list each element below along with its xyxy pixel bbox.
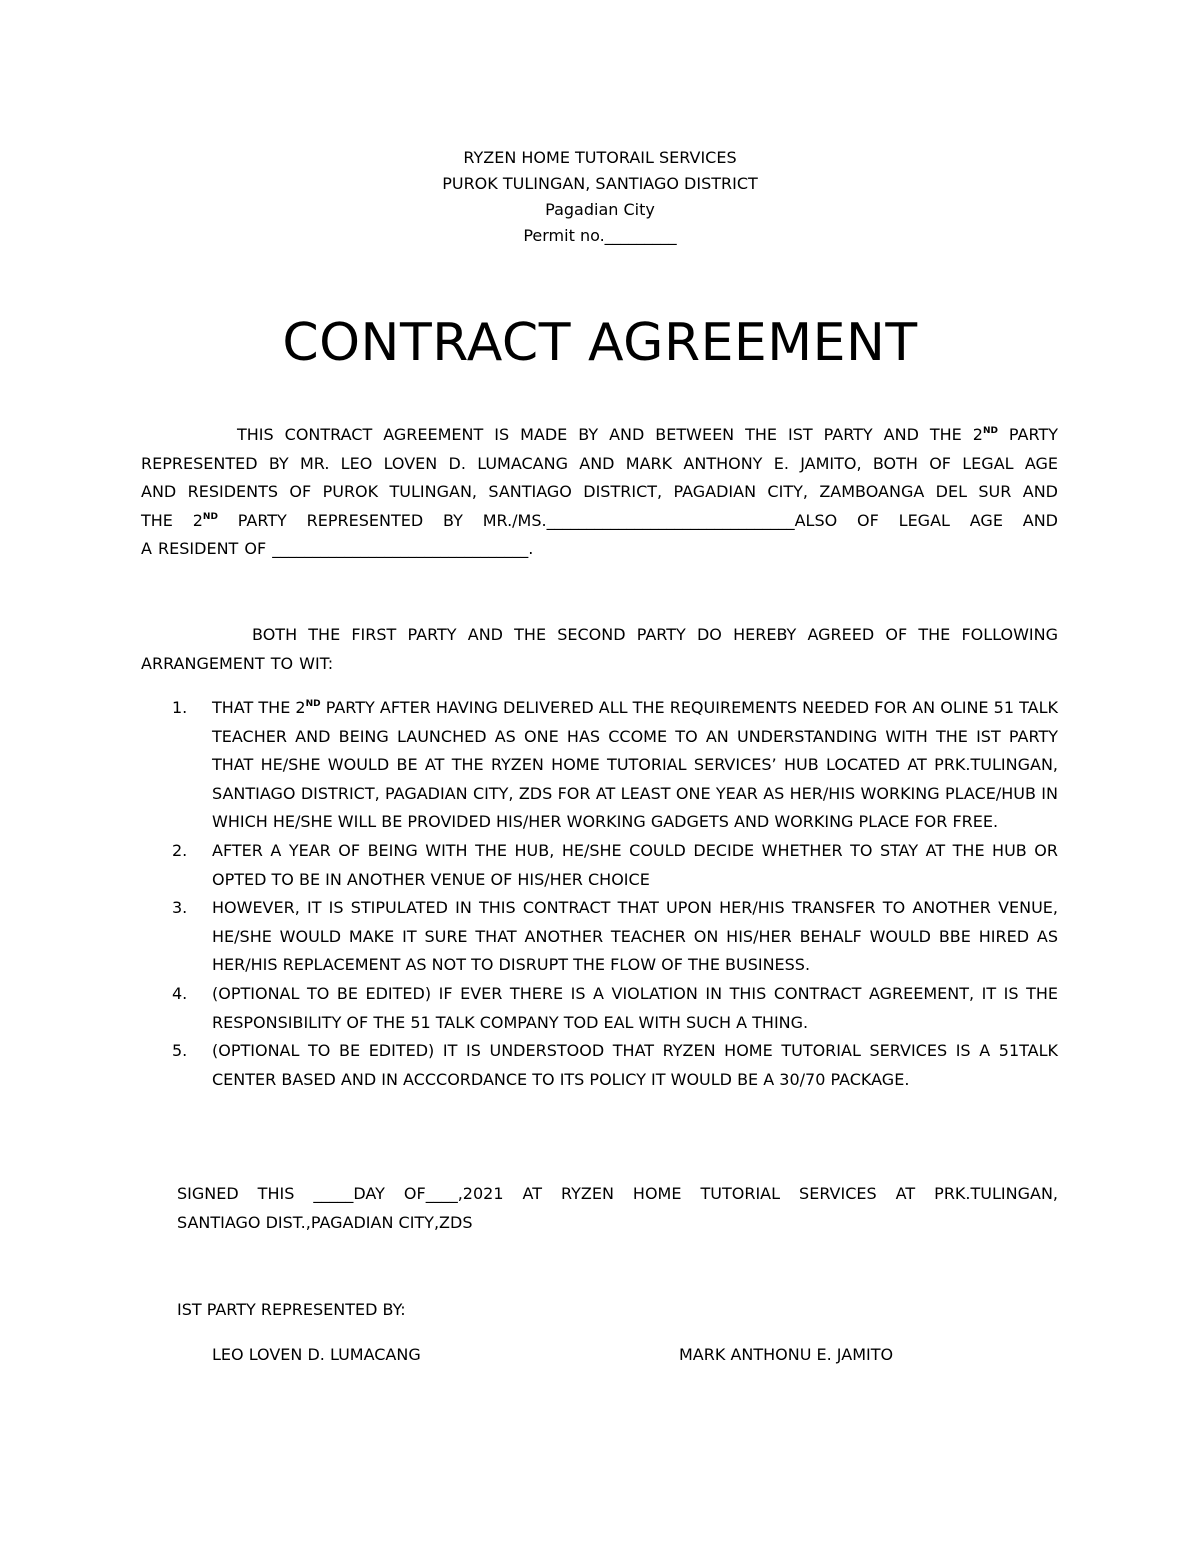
agreement-line-1: BOTH THE FIRST PARTY AND THE SECOND PARTY DO HEREBY AGREED OF THE FOLLOWING: [252, 625, 1058, 644]
intro-line-1-end: PARTY: [997, 425, 1058, 444]
intro-line-3: AND RESIDENTS OF PUROK TULINGAN, SANTIAGO DISTRICT, PAGADIAN CITY, ZAMBOANGA DEL SUR AND: [141, 482, 1058, 502]
intro-line-4-start: THE 2: [141, 510, 203, 530]
letterhead: [0, 145, 1200, 249]
intro-paragraph: [141, 421, 1058, 564]
company-name: RYZEN HOME TUTORAIL SERVICES: [463, 148, 737, 167]
intro-line-4-text: PARTY REPRESENTED BY MR./MS._______________________________ALSO OF LEGAL AGE AND: [217, 510, 1058, 530]
intro-line-1-text: THIS CONTRACT AGREEMENT IS MADE BY AND BETWEEN THE IST PARTY AND THE 2: [237, 425, 983, 444]
company-address: PUROK TULINGAN, SANTIAGO DISTRICT: [442, 174, 758, 193]
list-text-body: PARTY AFTER HAVING DELIVERED ALL THE REQUIREMENTS NEEDED FOR AN OLINE 51 TALK TEACHER AND BEING LAUNCHED AS ONE HAS CCOME TO AN UNDERSTANDING WITH THE IST PARTY THAT HE/SHE WOULD BE AT THE RYZEN HOME TUTORIAL SERVICES’ HUB LOCATED AT PRK.TULINGAN, SANTIAGO DISTRICT, PAGADIAN CITY, ZDS FOR AT LEAST ONE YEAR AS HER/HIS WORKING PLACE/HUB IN WHICH HE/SHE WILL BE PROVIDED HIS/HER WORKING GADGETS AND WORKING PLACE FOR FREE.: [212, 698, 1058, 832]
signing-statement: [177, 1180, 1058, 1237]
list-text: AFTER A YEAR OF BEING WITH THE HUB, HE/SHE COULD DECIDE WHETHER TO STAY AT THE HUB OR OPTED TO BE IN ANOTHER VENUE OF HIS/HER CHOICE: [212, 840, 1058, 889]
list-item: [166, 980, 1058, 1037]
list-item: [166, 894, 1058, 980]
signing-line-2: SANTIAGO DIST.,PAGADIAN CITY,ZDS: [177, 1212, 473, 1232]
ordinal-suffix: ND: [982, 426, 998, 436]
signatory-left: LEO LOVEN D. LUMACANG: [212, 1345, 421, 1364]
intro-line-5: A RESIDENT OF ________________________________.: [141, 539, 534, 559]
list-number: 4.: [172, 983, 188, 1003]
list-text: [212, 694, 1058, 837]
document-title: CONTRACT AGREEMENT: [282, 313, 918, 373]
list-text-start: THAT THE 2: [212, 698, 306, 717]
ordinal-suffix: ND: [305, 699, 321, 709]
signatory-right: MARK ANTHONU E. JAMITO: [679, 1345, 894, 1364]
permit-number: Permit no._________: [523, 226, 677, 245]
intro-line-2: REPRESENTED BY MR. LEO LOVEN D. LUMACANG AND MARK ANTHONY E. JAMITO, BOTH OF LEGAL AGE: [141, 453, 1058, 473]
agreement-line-2: ARRANGEMENT TO WIT:: [141, 653, 334, 673]
list-number: 1.: [172, 698, 188, 717]
agreement-paragraph: [141, 621, 1058, 678]
list-item: [166, 837, 1058, 894]
first-party-label: IST PARTY REPRESENTED BY:: [177, 1300, 406, 1319]
list-number: 5.: [172, 1041, 188, 1061]
list-number: 2.: [172, 840, 188, 860]
list-number: 3.: [172, 898, 188, 918]
list-text: HOWEVER, IT IS STIPULATED IN THIS CONTRACT THAT UPON HER/HIS TRANSFER TO ANOTHER VENUE, HE/SHE WOULD MAKE IT SURE THAT ANOTHER TEACHER ON HIS/HER BEHALF WOULD BBE HIRED AS HER/HIS REPLACEMENT AS NOT TO DISRUPT THE FLOW OF THE BUSINESS.: [212, 898, 1058, 975]
terms-list: [166, 694, 1058, 1094]
list-item: [166, 694, 1058, 837]
ordinal-suffix: ND: [202, 511, 218, 522]
list-text: (OPTIONAL TO BE EDITED) IT IS UNDERSTOOD THAT RYZEN HOME TUTORIAL SERVICES IS A 51TALK CENTER BASED AND IN ACCCORDANCE TO ITS POLICY IT WOULD BE A 30/70 PACKAGE.: [212, 1041, 1058, 1089]
company-city: Pagadian City: [545, 200, 655, 219]
intro-line-1: [141, 421, 1058, 450]
list-item: [166, 1037, 1058, 1094]
signing-line-1: SIGNED THIS _____DAY OF____,2021 AT RYZEN HOME TUTORIAL SERVICES AT PRK.TULINGAN,: [177, 1184, 1058, 1203]
intro-line-4: [141, 507, 1058, 536]
list-text: (OPTIONAL TO BE EDITED) IF EVER THERE IS A VIOLATION IN THIS CONTRACT AGREEMENT, IT IS THE RESPONSIBILITY OF THE 51 TALK COMPANY TOD EAL WITH SUCH A THING.: [212, 983, 1058, 1032]
